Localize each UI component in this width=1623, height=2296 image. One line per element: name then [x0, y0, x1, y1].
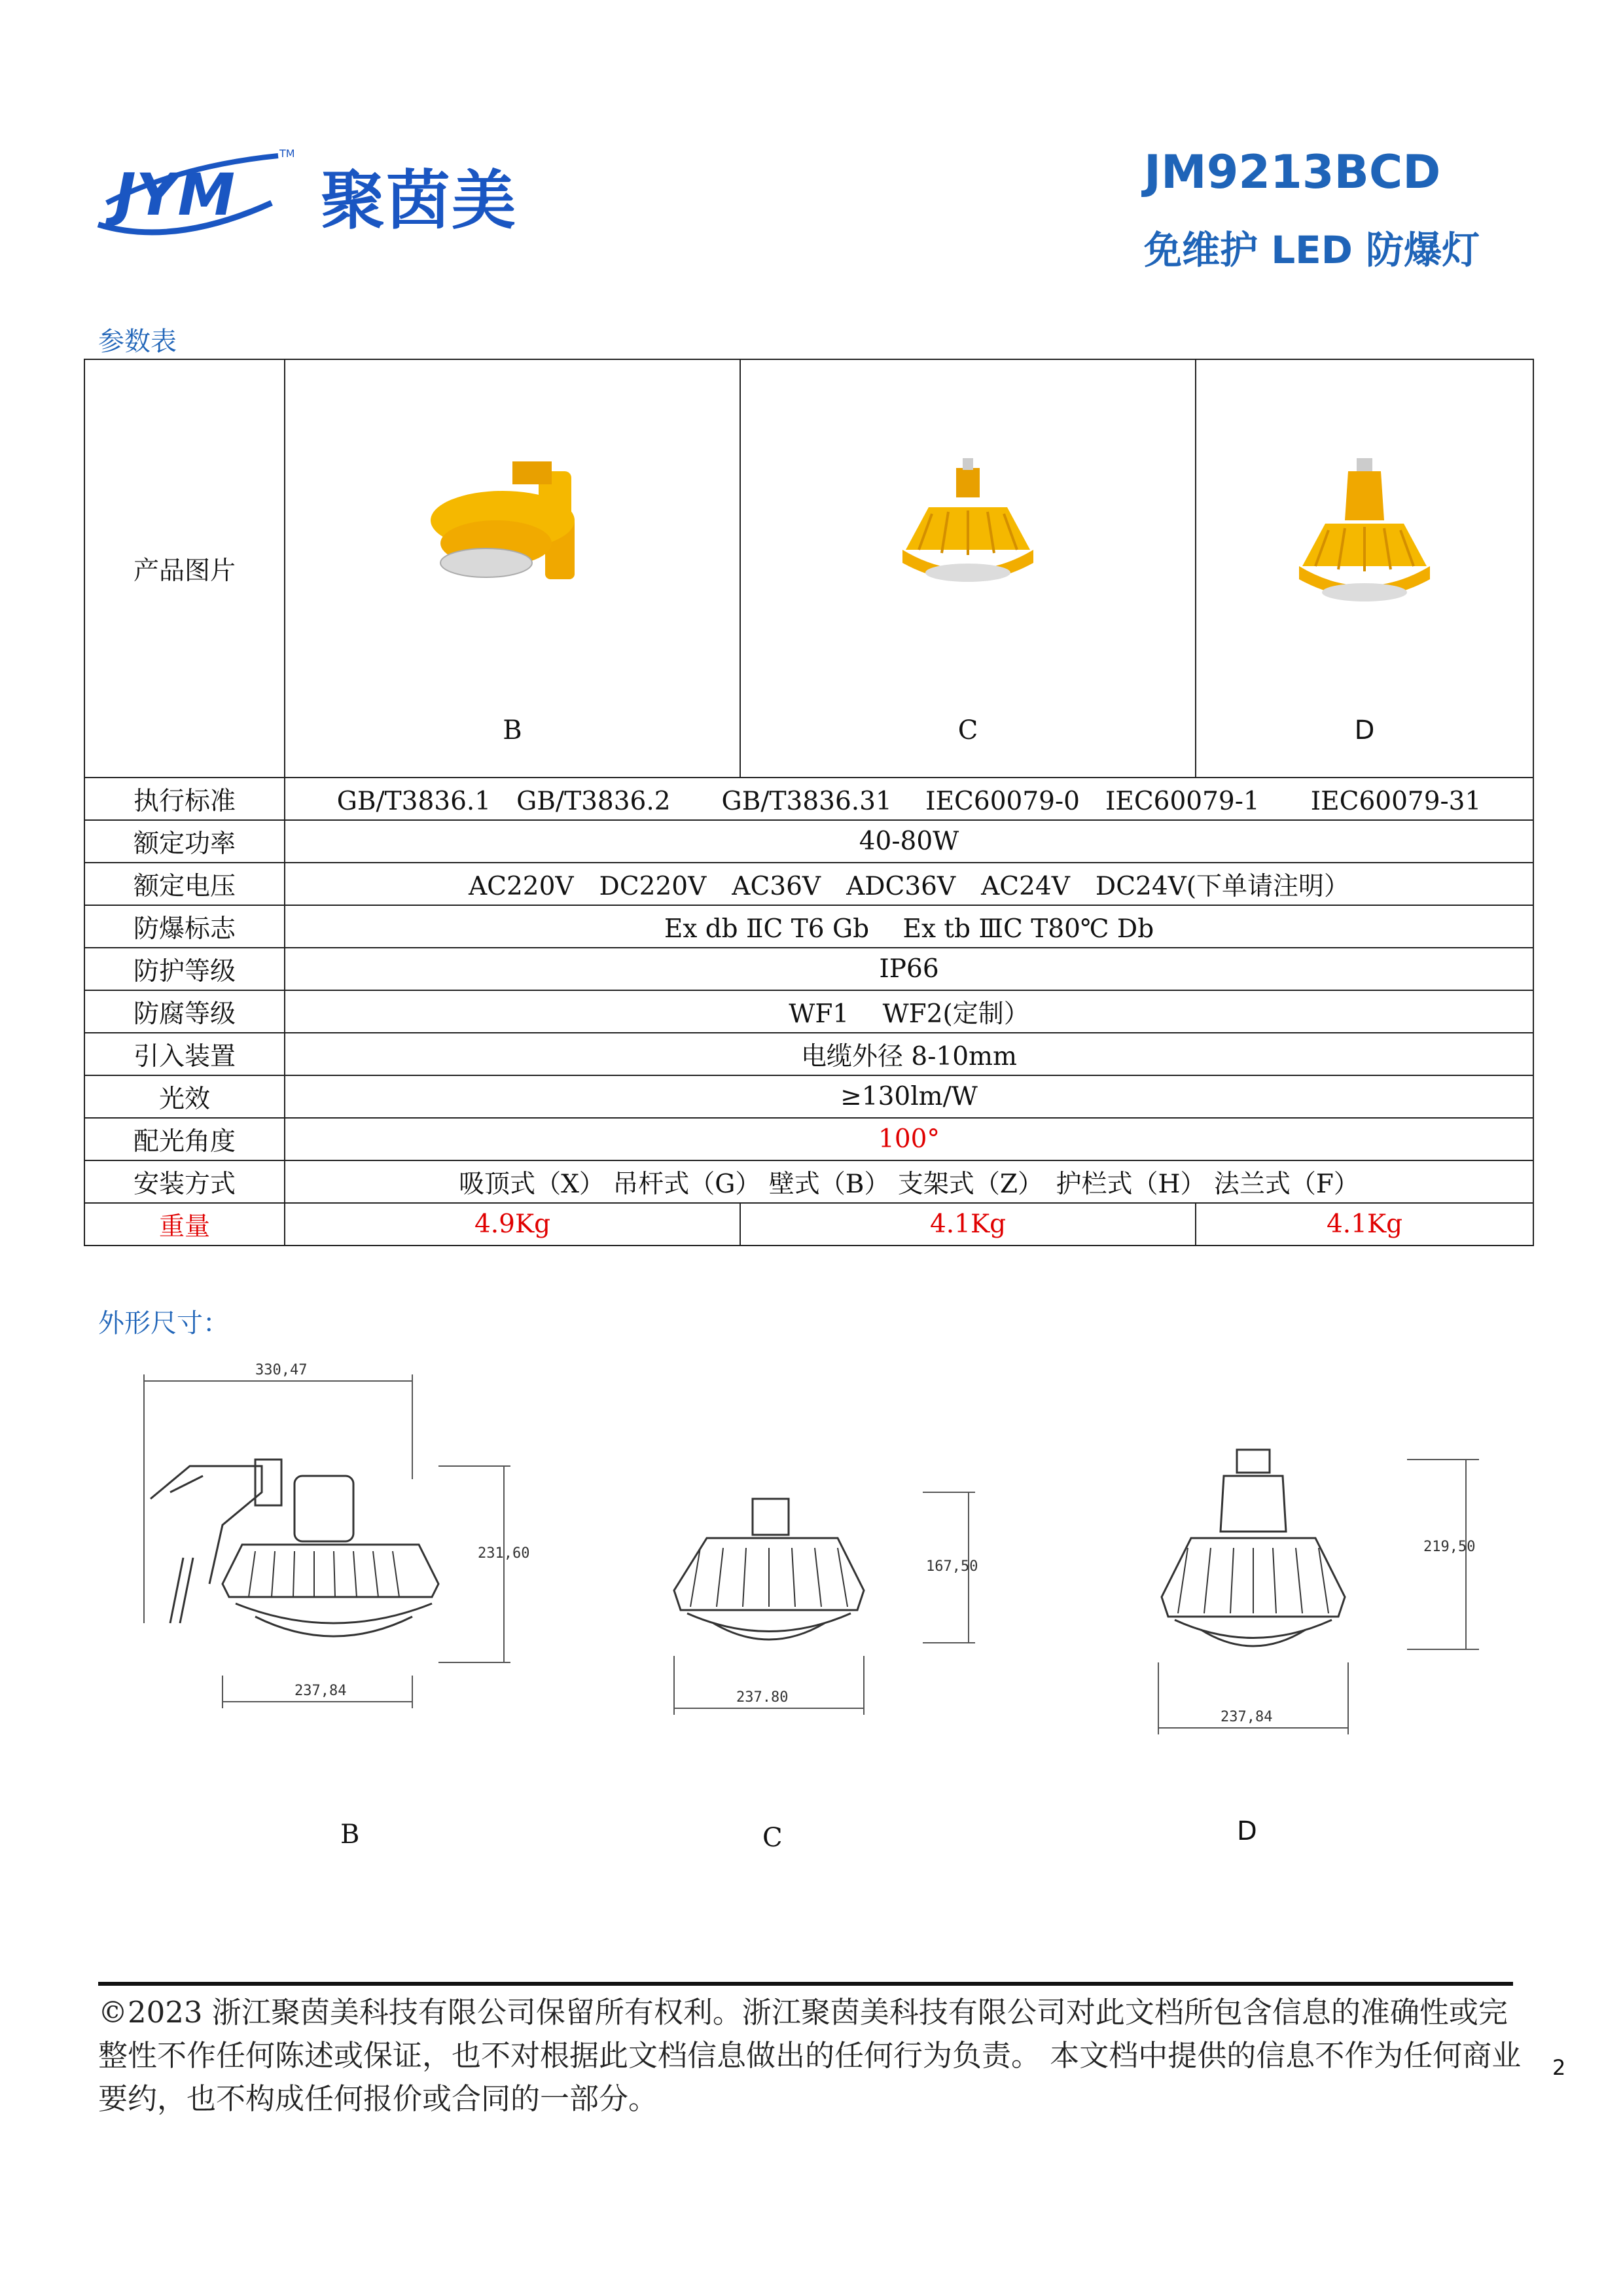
drawing-d [1152, 1440, 1558, 1754]
footer-copyright: ©2023 浙江聚茵美科技有限公司保留所有权利。浙江聚茵美科技有限公司对此文档所包含信息的准确性或完整性不作任何陈述或保证，也不对根据此文档信息做出的任何行为负责。 本文档中提供的信息不作为任何商业要约，也不构成任何报价或合同的一部分。 [98, 1995, 1522, 2116]
variant-label-b: B [503, 715, 522, 745]
dim-c-height: 167,50 [926, 1558, 978, 1575]
spec-value: Ex db ⅡC T6 Gb Ex tb ⅢC T80℃ Db [285, 905, 1533, 948]
svg-text:TM: TM [279, 147, 295, 160]
variant-label-c: C [957, 715, 978, 745]
spec-row [84, 1160, 1533, 1203]
weight-value-d: 4.1Kg [1196, 1203, 1533, 1246]
lamp-b-photo [414, 458, 611, 589]
spec-value: AC220V DC220V AC36V ADC36V AC24V DC24V(下单请注明） [285, 863, 1533, 905]
variant-label-d: D [1354, 715, 1375, 745]
dim-b-width-top: 330,47 [255, 1362, 308, 1378]
spec-row [84, 905, 1533, 948]
logo-mark-text: JYM [115, 161, 236, 228]
dimensions-heading: 外形尺寸： [98, 1308, 229, 1338]
drawing-b [131, 1361, 537, 1728]
spec-table [84, 359, 1534, 1246]
spec-value: 40-80W [285, 820, 1533, 863]
spec-row [84, 778, 1533, 820]
drawing-variant-b: B [340, 1820, 360, 1850]
spec-value: 吸顶式（X） 吊杆式（G） 壁式（B） 支架式（Z） 护栏式（H） 法兰式（F） [285, 1160, 1533, 1203]
drawing-variant-c: C [762, 1823, 783, 1853]
spec-label: 引入装置 [84, 1033, 285, 1075]
spec-row [84, 863, 1533, 905]
company-logo [95, 143, 295, 243]
spec-label: 额定电压 [84, 863, 285, 905]
spec-row [84, 1033, 1533, 1075]
spec-value: 100° [285, 1118, 1533, 1160]
drawing-variant-d: D [1237, 1816, 1257, 1846]
weight-value-c: 4.1Kg [740, 1203, 1196, 1246]
dim-b-width-bottom: 237,84 [294, 1683, 347, 1699]
spec-label: 防护等级 [84, 948, 285, 990]
spec-label: 额定功率 [84, 820, 285, 863]
spec-value: ≥130lm/W [285, 1075, 1533, 1118]
dim-c-width-bottom: 237.80 [736, 1689, 789, 1706]
image-row-label: 产品图片 [84, 359, 285, 778]
spec-value: IP66 [285, 948, 1533, 990]
image-row [84, 359, 1533, 778]
image-cell-d [1196, 359, 1533, 778]
image-cell-b [285, 359, 740, 778]
spec-row [84, 1075, 1533, 1118]
spec-label: 执行标准 [84, 778, 285, 820]
weight-label: 重量 [84, 1203, 285, 1246]
spec-value: 电缆外径 8-10mm [285, 1033, 1533, 1075]
lamp-c-photo [889, 458, 1046, 596]
spec-row [84, 820, 1533, 863]
dim-b-height: 231,60 [478, 1545, 530, 1562]
spec-value: WF1 WF2(定制） [285, 990, 1533, 1033]
spec-label: 安装方式 [84, 1160, 285, 1203]
brand-name: 聚茵美 [321, 164, 518, 238]
lamp-d-photo [1286, 458, 1443, 615]
dim-d-width-bottom: 237,84 [1221, 1709, 1273, 1725]
drawing-c [661, 1486, 1067, 1734]
dim-d-height: 219,50 [1423, 1539, 1476, 1555]
weight-row [84, 1203, 1533, 1246]
spec-row [84, 1118, 1533, 1160]
product-subtitle: 免维护 LED 防爆灯 [1144, 228, 1480, 272]
spec-label: 光效 [84, 1075, 285, 1118]
page-number: 2 [1552, 2055, 1566, 2080]
weight-value-b: 4.9Kg [285, 1203, 740, 1246]
footer-divider [98, 1982, 1513, 1986]
spec-row [84, 990, 1533, 1033]
spec-label: 防腐等级 [84, 990, 285, 1033]
product-model: JM9213BCD [1144, 145, 1441, 199]
image-cell-c [740, 359, 1196, 778]
spec-label: 防爆标志 [84, 905, 285, 948]
spec-row [84, 948, 1533, 990]
spec-label: 配光角度 [84, 1118, 285, 1160]
params-heading: 参数表 [98, 327, 177, 357]
spec-value: GB/T3836.1 GB/T3836.2 GB/T3836.31 IEC60079-0 IEC60079-1 IEC60079-31 [285, 778, 1533, 820]
